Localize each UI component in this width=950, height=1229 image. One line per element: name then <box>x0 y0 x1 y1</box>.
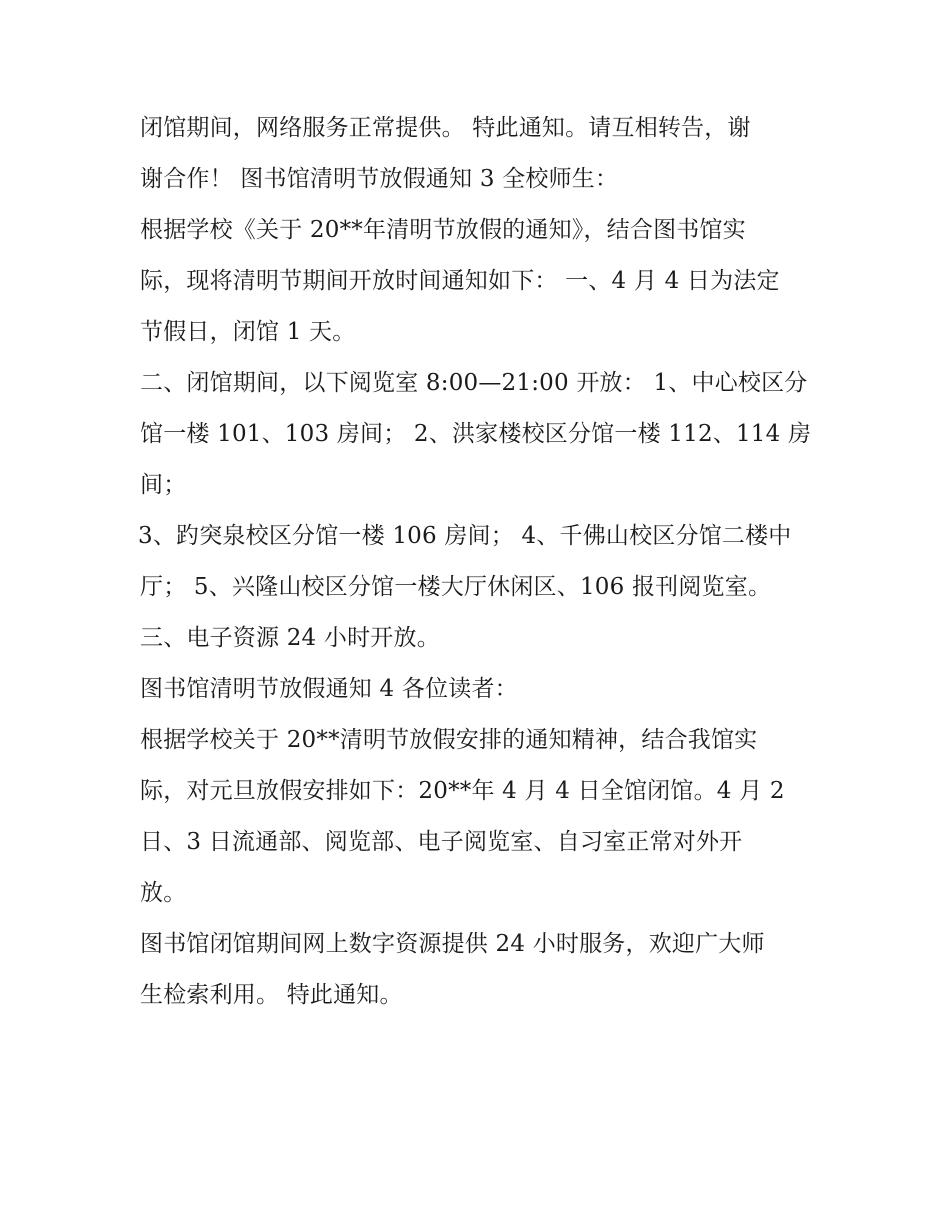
text-line: 图书馆清明节放假通知 4 各位读者： <box>140 676 518 702</box>
document-body <box>140 103 830 1021</box>
text-line: 闭馆期间，网络服务正常提供。 特此通知。请互相转告，谢 <box>140 115 751 141</box>
text-line: 根据学校《关于 20**年清明节放假的通知》，结合图书馆实 <box>140 217 746 243</box>
text-line: 际，对元旦放假安排如下：20**年 4 月 4 日全馆闭馆。4 月 2 <box>140 778 785 804</box>
text-line: 节假日，闭馆 1 天。 <box>140 319 356 345</box>
text-line: 日、3 日流通部、阅览部、电子阅览室、自习室正常对外开 <box>140 829 743 855</box>
text-line: 生检索利用。 特此通知。 <box>140 982 403 1008</box>
text-line: 谢合作！ 图书馆清明节放假通知 3 全校师生： <box>140 166 619 192</box>
text-line: 际，现将清明节期间开放时间通知如下： 一、4 月 4 日为法定 <box>140 268 780 294</box>
text-line: 厅； 5、兴隆山校区分馆一楼大厅休闲区、106 报刊阅览室。 <box>140 574 772 600</box>
text-line: 二、闭馆期间，以下阅览室 8:00—21:00 开放： 1、中心校区分 <box>140 370 808 396</box>
text-line: 间； <box>140 472 187 498</box>
text-line: 3、趵突泉校区分馆一楼 106 房间； 4、千佛山校区分馆二楼中 <box>138 523 792 549</box>
text-line: 三、电子资源 24 小时开放。 <box>140 625 440 651</box>
text-line: 根据学校关于 20**清明节放假安排的通知精神，结合我馆实 <box>140 727 758 753</box>
text-line: 馆一楼 101、103 房间； 2、洪家楼校区分馆一楼 112、114 房 <box>140 421 812 447</box>
text-line: 图书馆闭馆期间网上数字资源提供 24 小时服务，欢迎广大师 <box>140 931 765 957</box>
text-line: 放。 <box>140 880 187 906</box>
